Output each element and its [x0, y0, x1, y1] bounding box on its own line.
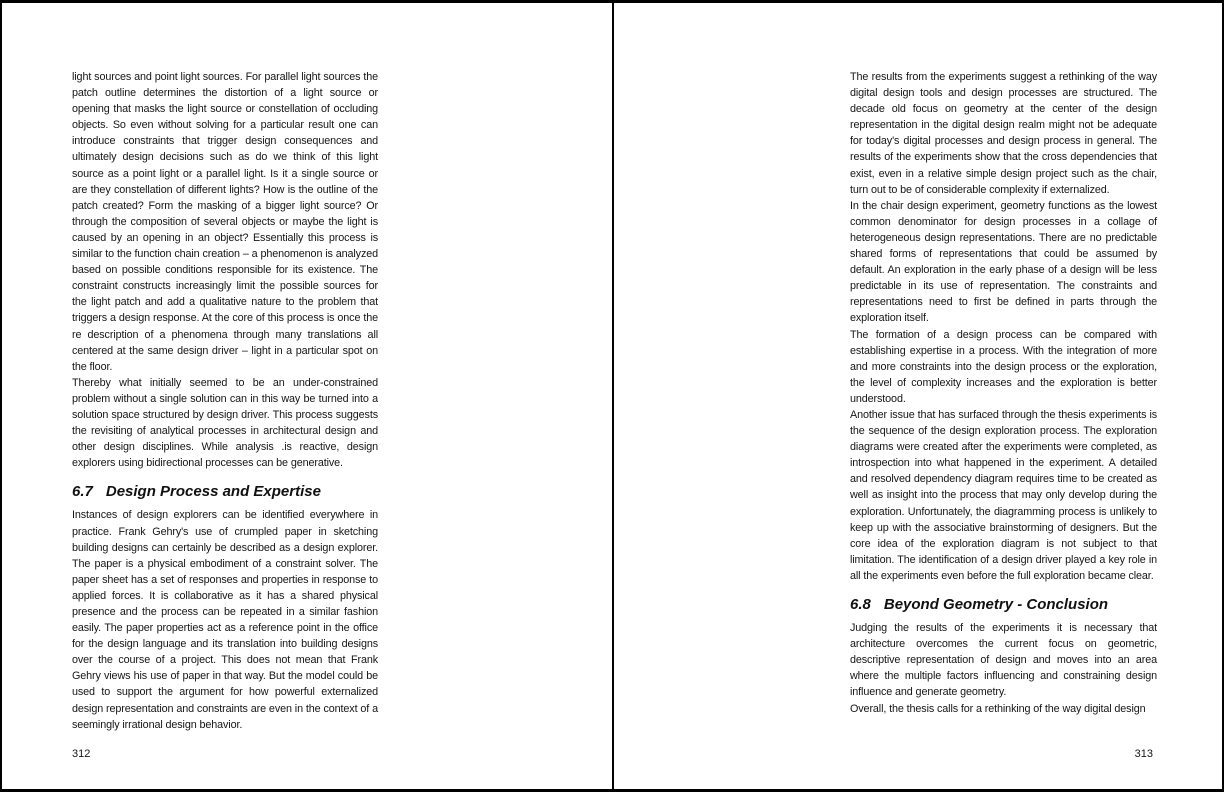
paragraph: Thereby what initially seemed to be an under-constrained problem without a single solution can in this way be turned into a solution space structured by design driver. This process suggests the revisiting of analytical processes in architectural design and other design disciplines. While analysis .is reactive, design explorers using bidirectional processes can be generative.: [72, 376, 378, 470]
paragraph: Judging the results of the experiments it is necessary that architecture overcomes the current focus on geometric, descriptive representation of design and moves into an area where the multiple factors influencing and constraining design influence and generate geometry.: [850, 622, 1157, 699]
section-heading-6-7: [72, 484, 378, 500]
left-page-text-column: [72, 69, 378, 733]
paragraph: The formation of a design process can be compared with establishing expertise in a process. With the integration of more and more constraints into the design process or the exploration, the level of complexity increases and the exploration is better understood.: [850, 328, 1157, 405]
page-divider-line: [612, 3, 614, 789]
paragraph: Another issue that has surfaced through the thesis experiments is the sequence of the design exploration process. The exploration diagrams were created after the experiments were completed, as introspection into what happened in the experiment. A detailed and resolved dependency diagram requires time to be created as well as insight into the process that may only develop during the exploration. Unfortunately, the diagramming process is unlikely to keep up with the associative brainstorming of designers. But the core idea of the exploration diagram is not subject to that limitation. The identification of a design driver played a key role in all the experiments even before the full exploration became clear.: [850, 408, 1157, 582]
section-title: Design Process and Expertise: [105, 483, 321, 501]
section-heading-6-8: [850, 597, 1157, 613]
section-title: Beyond Geometry - Conclusion: [883, 596, 1109, 613]
paragraph: Instances of design explorers can be identified everywhere in practice. Frank Gehry's use of crumpled paper in sketching building designs can certainly be described as a design explorer. The paper is a physical embodiment of a constraint solver. The paper sheet has a set of responses and properties in response to applied forces. It is collaborative as it has a shared physical presence and the process can be repeated in a similar fashion easily. The paper properties act as a reference point in the office for the design language and its translation into building designs over the course of a project. This does not mean that Frank Gehry views his use of paper in that way. But the model could be used to support the argument for how powerful externalized design representation and constraints are even in the context of a seemingly irrational design behavior.: [72, 509, 378, 731]
paragraph: Overall, the thesis calls for a rethinking of the way digital design: [850, 702, 1146, 715]
paragraph: light sources and point light sources. For parallel light sources the patch outline determines the distortion of a light source or opening that masks the light source or constellation of occluding objects. So even without solving for a particular result one can introduce constraints that trigger design consequences and ultimately design decisions such as do we think of this light source as a point light or a parallel light. Is it a single source or are they constellation of different lights? How is the outline of the patch created? Form the masking of a bigger light source? Or through the composition of several objects or maybe the light is caused by an opening in an object? Essentially this process is similar to the function chain creation – a phenomenon is analyzed based on possible conditions responsible for its existence. The constraint constructs increasingly limit the possible sources for the light patch and add a qualitative nature to the problem that triggers a design response. At the core of this process is once the re description of a phenomena through many translations all centered at the same design driver – light in a particular spot on the floor.: [72, 71, 378, 373]
right-page-text-column: [850, 69, 1157, 717]
section-number: 6.7: [72, 483, 93, 501]
paragraph: The results from the experiments suggest a rethinking of the way digital design tools and design processes are structured. The decade old focus on geometry at the center of the design representation in the digital design realm might not be adequate for today's digital processes and design process in general. The results of the experiments show that the cross dependencies that exist, even in a relative simple design project such as the chair, turn out to be of considerable complexity if externalized.: [850, 71, 1157, 196]
paragraph: In the chair design experiment, geometry functions as the lowest common denominator for design processes in a collage of heterogeneous design representations. There are no predictable shared forms of representations that could be assumed by default. An exploration in the early phase of a design will be less predictable in its use of representation. The constraints and representations need to first be defined in parts through the exploration itself.: [850, 199, 1157, 325]
section-number: 6.8: [850, 596, 871, 613]
page-number-right: 313: [1134, 748, 1153, 760]
page-number-left: 312: [72, 748, 91, 760]
